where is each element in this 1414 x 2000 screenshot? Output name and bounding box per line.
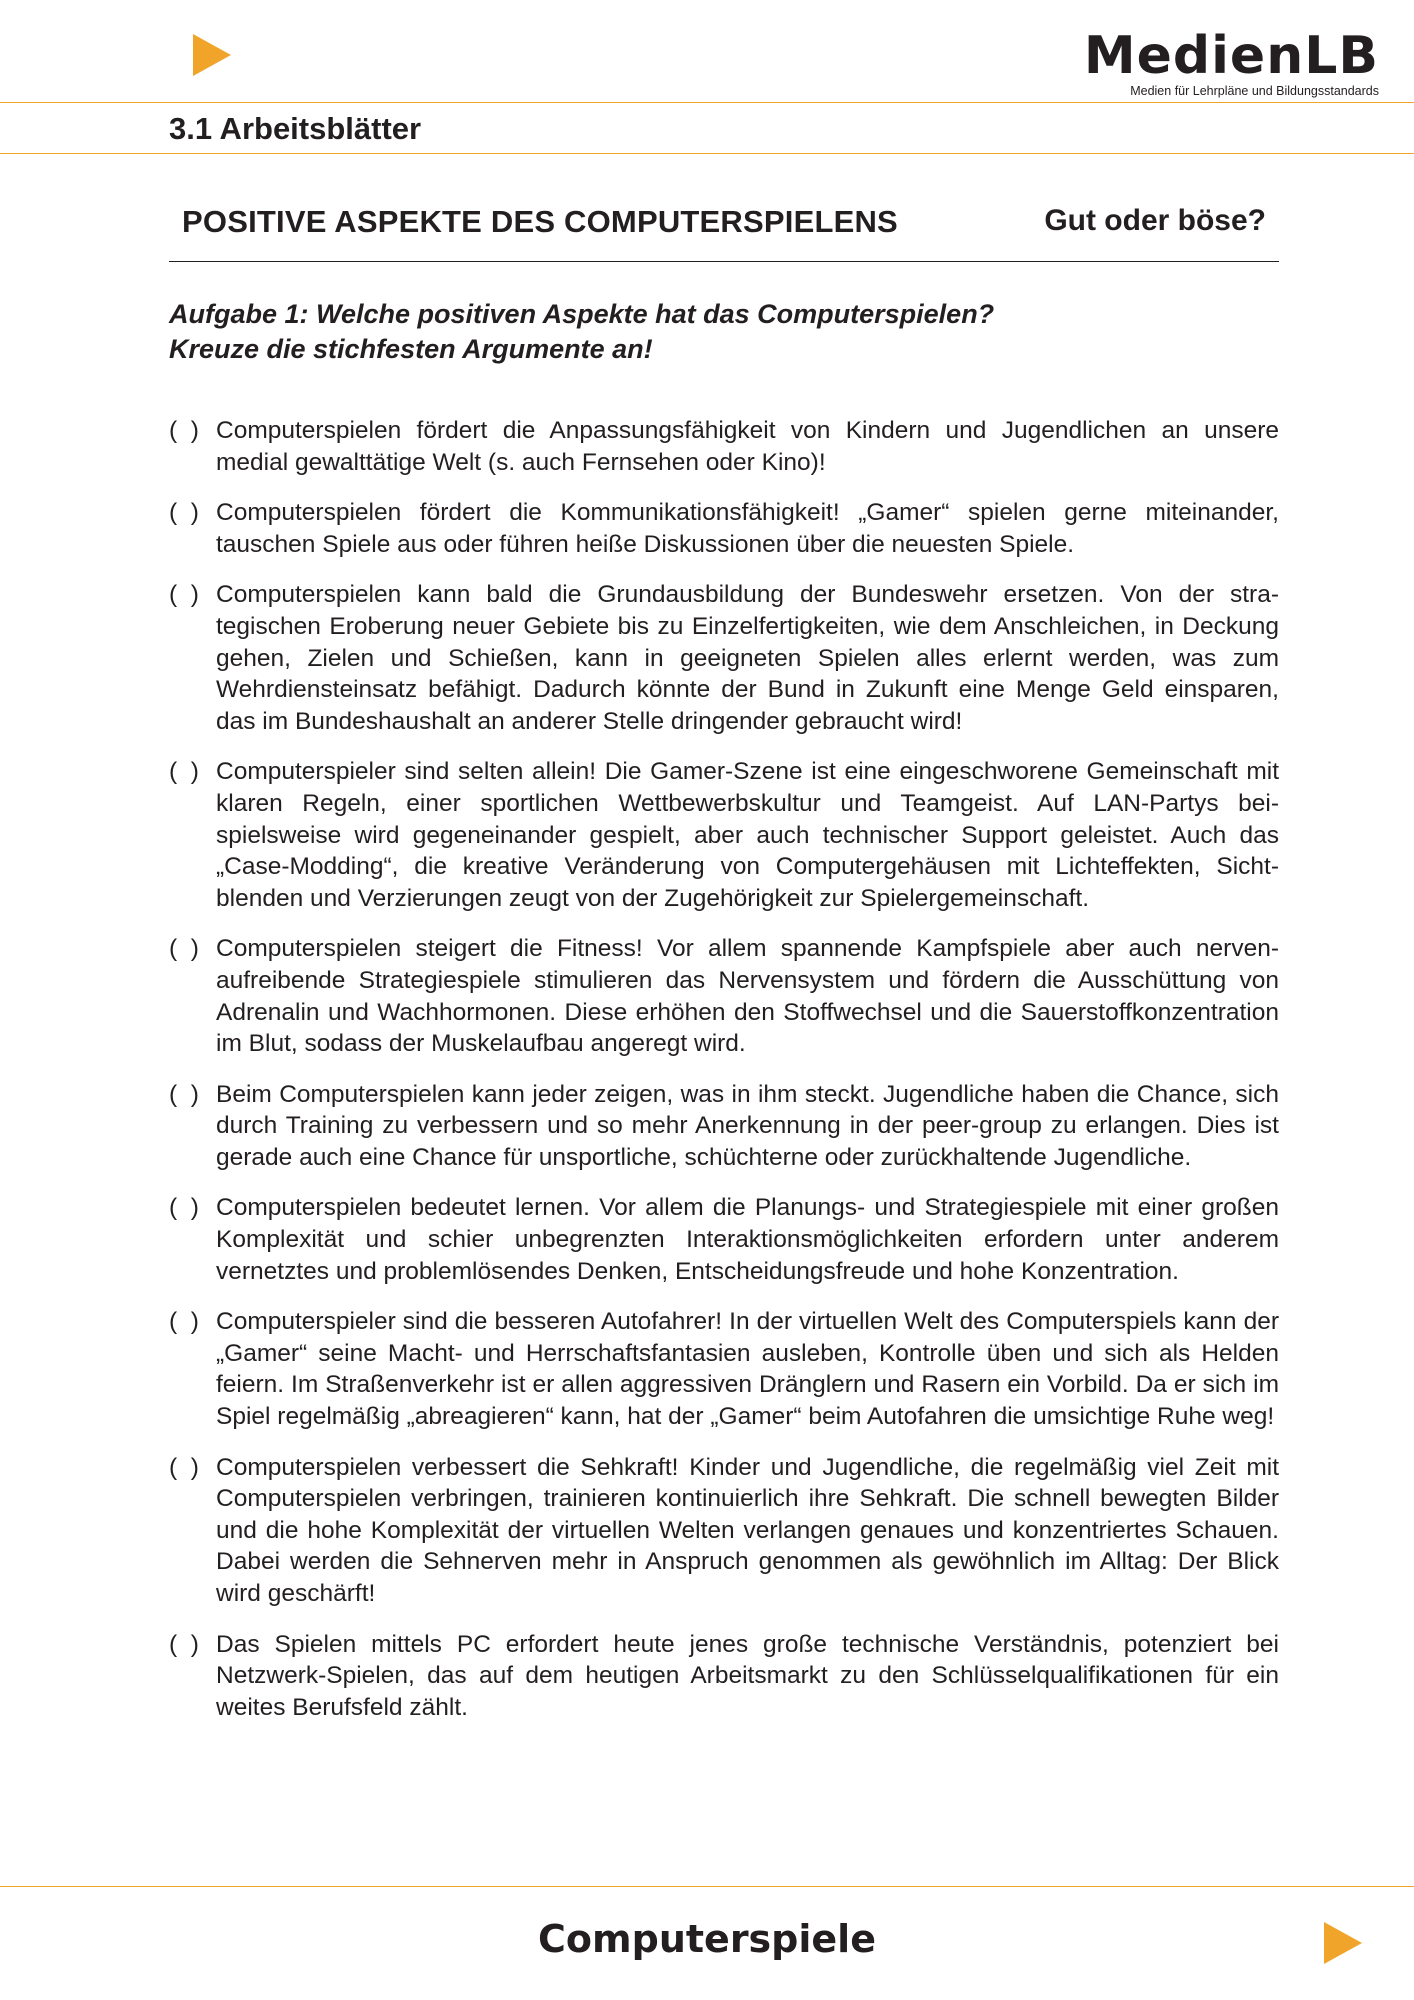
argument-text: Computerspielen kann bald die Grundausbildung der Bundeswehr ersetzen. Von der strategischen Eroberung neuer Gebiete bis zu Einzelfertigkeiten, wie dem Anschleichen, in Deckung gehen, Zielen und Schießen, kann in geeigneten Spielen alles erlernt werden, was zum Wehrdiensteinsatz befähigt. Dadurch könnte der Bund in Zukunft eine Menge Geld einsparen, das im Bundeshaushalt an anderer Stelle dringender gebraucht wird! — [216, 581, 1279, 735]
header-divider-bottom — [0, 153, 1414, 154]
checkbox[interactable]: ( ) — [169, 1308, 199, 1336]
argument-text: Computerspielen fördert die Kommunikationsfähigkeit! „Gamer“ spielen gerne miteinander, tauschen Spiele aus oder führen heiße Diskussionen über die neuesten Spiele. — [216, 499, 1279, 558]
worksheet-subtitle: Gut oder böse? — [1044, 204, 1266, 237]
header-divider-top — [0, 102, 1414, 103]
list-item — [169, 1079, 1279, 1174]
logo-title: MedienLB — [1083, 26, 1379, 86]
task-line-2: Kreuze die stichfesten Argumente an! — [169, 334, 653, 364]
list-item — [169, 1192, 1279, 1287]
checkbox[interactable]: ( ) — [169, 758, 199, 786]
checkbox[interactable]: ( ) — [169, 581, 199, 609]
argument-text: Computerspieler sind die besseren Autofahrer! In der virtuellen Welt des Computerspiels kann der „Gamer“ seine Macht- und Herrschaftsfantasien ausleben, Kontrolle üben und sich als Helden feiern. Im Straßenverkehr ist er allen aggressiven Dränglern und Rasern ein Vorbild. Da er sich im Spiel regelmäßig „abreagieren“ kann, hat der „Gamer“ beim Autofahren die umsichtige Ruhe weg! — [216, 1308, 1279, 1431]
worksheet-title: POSITIVE ASPEKTE DES COMPUTERSPIELENS — [182, 204, 898, 239]
checkbox[interactable]: ( ) — [169, 1080, 199, 1108]
list-item — [169, 933, 1279, 1059]
argument-text: Beim Computerspielen kann jeder zeigen, was in ihm steckt. Jugendliche haben die Chance, sich durch Training zu verbessern und so mehr Anerkennung in der peer-group zu erlangen. Dies ist gerade auch eine Chance für unsportliche, schüchterne oder zurückhaltende Jugendliche. — [216, 1080, 1279, 1171]
list-item — [169, 1629, 1279, 1724]
footer-title: Computerspiele — [538, 1917, 876, 1961]
list-item — [169, 1306, 1279, 1432]
list-item — [169, 1452, 1279, 1610]
argument-list — [169, 415, 1279, 1742]
worksheet-header — [169, 196, 1279, 262]
list-item — [169, 497, 1279, 560]
task-line-1: Aufgabe 1: Welche positiven Aspekte hat das Computerspielen? — [169, 299, 995, 329]
checkbox[interactable]: ( ) — [169, 935, 199, 963]
play-triangle-icon[interactable] — [1324, 1922, 1362, 1964]
argument-text: Computerspieler sind selten allein! Die Gamer-Szene ist eine eingeschworene Gemeinschaft mit klaren Regeln, einer sportlichen Wettbewerbskultur und Teamgeist. Auf LAN-Partys beispielsweise wird gegeneinander gespielt, aber auch technischer Support geleistet. Auch das „Case-Modding“, die kreative Veränderung von Computergehäusen mit Lichteffekten, Sichtblenden und Verzierungen zeugt von der Zugehörigkeit zur Spielergemeinschaft. — [216, 758, 1279, 912]
logo — [1079, 26, 1379, 98]
footer-divider — [0, 1886, 1414, 1887]
list-item — [169, 756, 1279, 914]
argument-text: Computerspielen fördert die Anpassungsfähigkeit von Kindern und Jugendlichen an unsere medial gewalttätige Welt (s. auch Fernsehen oder Kino)! — [216, 417, 1279, 476]
argument-text: Das Spielen mittels PC erfordert heute jenes große technische Verständnis, potenziert bei Netzwerk-Spielen, das auf dem heutigen Arbeitsmarkt zu den Schlüsselqualifikationen für ein weites Berufsfeld zählt. — [216, 1630, 1279, 1721]
task-instruction — [169, 297, 1279, 367]
checkbox[interactable]: ( ) — [169, 1453, 199, 1481]
play-triangle-icon — [193, 34, 231, 76]
checkbox[interactable]: ( ) — [169, 499, 199, 527]
section-title: 3.1 Arbeitsblätter — [169, 111, 422, 146]
list-item — [169, 579, 1279, 737]
checkbox[interactable]: ( ) — [169, 417, 199, 444]
argument-text: Computerspielen verbessert die Sehkraft! Kinder und Jugendliche, die regelmäßig viel Zeit mit Computerspielen verbringen, trainieren kontinuierlich ihre Sehkraft. Die schnell bewegten Bilder und die hohe Komplexität der virtuellen Welten verlangen genaues und konzentriertes Schauen. Dabei werden die Sehnerven mehr in Anspruch genommen als gewöhnlich im Alltag: Der Blick wird geschärft! — [216, 1453, 1279, 1607]
logo-subtitle: Medien für Lehrpläne und Bildungsstandards — [1130, 84, 1379, 98]
argument-text: Computerspielen bedeutet lernen. Vor allem die Planungs- und Strategiespiele mit einer großen Komplexität und schier unbegrenzten Interaktionsmöglichkeiten erfordern unter anderem vernetztes und problemlösendes Denken, Entscheidungsfreude und hohe Konzentration. — [216, 1194, 1279, 1285]
checkbox[interactable]: ( ) — [169, 1194, 199, 1222]
argument-text: Computerspielen steigert die Fitness! Vor allem spannende Kampfspiele aber auch nervenaufreibende Strategiespiele stimulieren das Nervensystem und fördern die Ausschüttung von Adrenalin und Wachhormonen. Diese erhöhen den Stoffwechsel und die Sauerstoffkonzentration im Blut, sodass der Muskelaufbau angeregt wird. — [216, 935, 1279, 1058]
list-item — [169, 415, 1279, 478]
checkbox[interactable]: ( ) — [169, 1630, 199, 1658]
